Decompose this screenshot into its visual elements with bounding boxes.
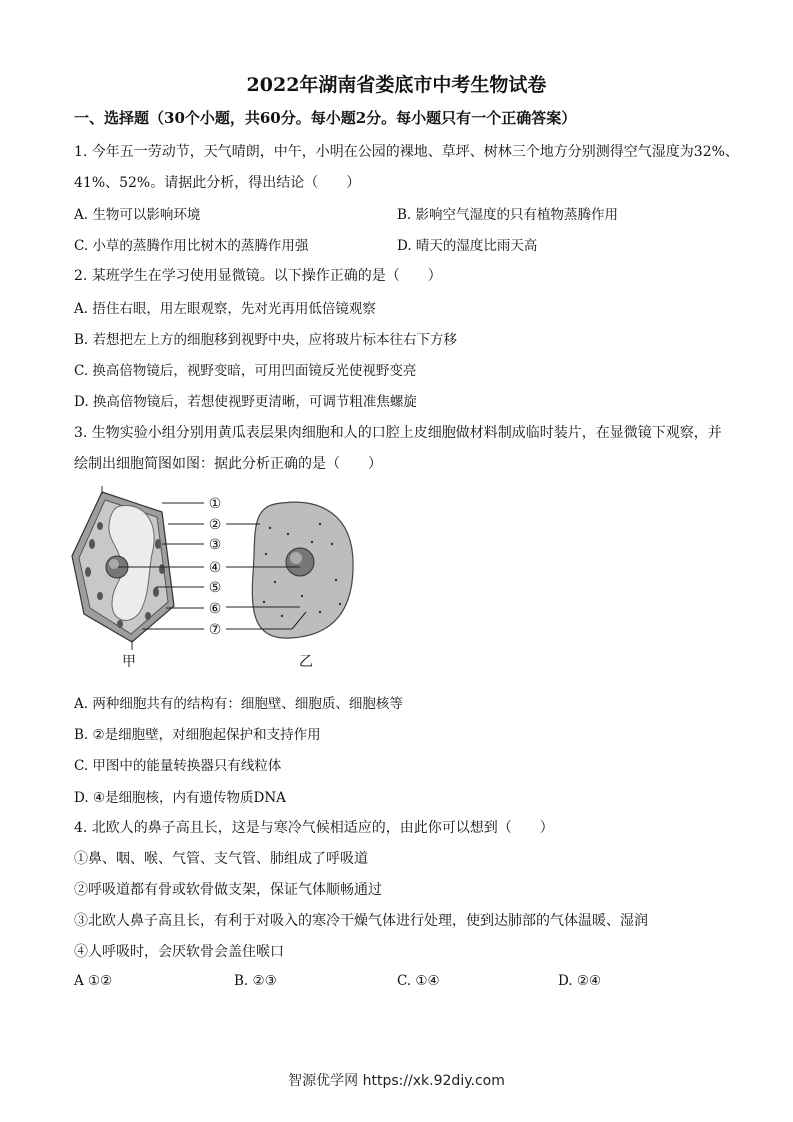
q2-option-b: B. 若想把左上方的细胞移到视野中央，应将玻片标本往右下方移: [74, 332, 458, 348]
q1-stem-line2: 41%、52%。请据此分析，得出结论（ ）: [74, 175, 361, 191]
q1-option-c: C. 小草的蒸腾作用比树木的蒸腾作用强: [74, 238, 309, 254]
animal-cell: [252, 502, 353, 638]
label-yi: 乙: [299, 654, 313, 670]
marker-6: ⑥: [208, 601, 222, 617]
label-jia: 甲: [122, 654, 136, 670]
q1-option-a: A. 生物可以影响环境: [74, 207, 201, 223]
cell-diagram-figure: [70, 484, 370, 674]
footer-watermark: 智源优学网 https://xk.92diy.com: [288, 1073, 505, 1089]
q3-option-c: C. 甲图中的能量转换器只有线粒体: [74, 758, 282, 774]
q3-option-a: A. 两种细胞共有的结构有：细胞壁、细胞质、细胞核等: [74, 696, 403, 712]
q4-option-d: D. ②④: [558, 973, 602, 989]
q3-option-d: D. ④是细胞核，内有遗传物质DNA: [74, 790, 286, 806]
marker-3: ③: [208, 537, 222, 553]
q4-stem: 4. 北欧人的鼻子高且长，这是与寒冷气候相适应的，由此你可以想到（ ）: [74, 820, 554, 836]
q2-option-c: C. 换高倍物镜后，视野变暗，可用凹面镜反光使视野变亮: [74, 363, 417, 379]
q4-option-c: C. ①④: [397, 973, 440, 989]
section-heading: 一、选择题（30个小题，共60分。每小题2分。每小题只有一个正确答案）: [74, 109, 577, 127]
q4-statement-4: ④人呼吸时，会厌软骨会盖住喉口: [74, 944, 284, 960]
q4-option-b: B. ②③: [234, 973, 277, 989]
q2-option-d: D. 换高倍物镜后，若想使视野更清晰，可调节粗准焦螺旋: [74, 394, 417, 410]
q2-option-a: A. 捂住右眼，用左眼观察，先对光再用低倍镜观察: [74, 301, 376, 317]
q3-stem-line2: 绘制出细胞简图如图：据此分析正确的是（ ）: [74, 456, 382, 472]
plant-cell: [72, 486, 174, 650]
q4-statement-1: ①鼻、咽、喉、气管、支气管、肺组成了呼吸道: [74, 851, 368, 867]
q2-stem: 2. 某班学生在学习使用显微镜。以下操作正确的是（ ）: [74, 268, 442, 284]
page-title: 2022年湖南省娄底市中考生物试卷: [246, 74, 547, 96]
q4-option-a: A ①②: [74, 973, 113, 989]
marker-5: ⑤: [208, 580, 222, 596]
cell-diagram: [70, 484, 370, 674]
q4-statement-2: ②呼吸道都有骨或软骨做支架，保证气体顺畅通过: [74, 882, 382, 898]
marker-2: ②: [208, 517, 222, 533]
marker-1: ①: [208, 496, 222, 512]
q3-option-b: B. ②是细胞壁，对细胞起保护和支持作用: [74, 727, 321, 743]
q4-statement-3: ③北欧人鼻子高且长，有利于对吸入的寒冷干燥气体进行处理，使到达肺部的气体温暖、湿润: [74, 913, 648, 929]
marker-7: ⑦: [208, 622, 222, 638]
q1-stem-line1: 1. 今年五一劳动节，天气晴朗，中午，小明在公园的裸地、草坪、树林三个地方分别测得空气湿度为32%、: [74, 144, 739, 160]
marker-4: ④: [208, 560, 222, 576]
q3-stem-line1: 3. 生物实验小组分别用黄瓜表层果肉细胞和人的口腔上皮细胞做材料制成临时装片，在显微镜下观察，并: [74, 425, 722, 441]
q1-option-b: B. 影响空气湿度的只有植物蒸腾作用: [397, 207, 619, 223]
q1-option-d: D. 晴天的湿度比雨天高: [397, 238, 538, 254]
